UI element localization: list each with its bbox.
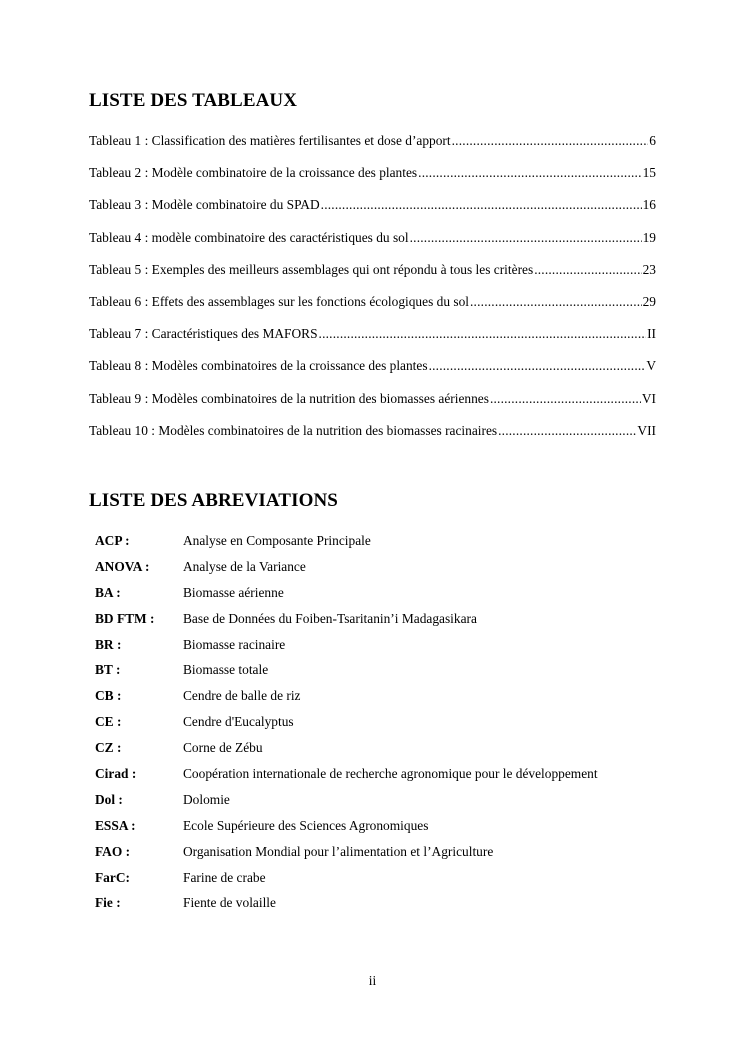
abbreviation-term: Dol : (95, 791, 123, 807)
table-entry-title: Tableau 7 : Caractéristiques des MAFORS (89, 326, 318, 342)
dot-leader (410, 230, 642, 246)
table-entry[interactable] (89, 165, 656, 197)
list-of-tables-heading: LISTE DES TABLEAUX (89, 90, 298, 111)
abbreviation-row (95, 533, 665, 559)
abbreviation-term: CB : (95, 688, 122, 704)
abbreviation-definition: Farine de crabe (183, 869, 266, 885)
table-entry-page: VII (637, 422, 656, 438)
dot-leader (470, 294, 642, 310)
abbreviation-term: Cirad : (95, 766, 137, 782)
table-entry[interactable] (89, 358, 656, 390)
abbreviation-definition: Fiente de volaille (183, 895, 276, 911)
dot-leader (321, 197, 642, 213)
table-entry-title: Tableau 1 : Classification des matières fertilisantes et dose d’apport (89, 133, 451, 148)
table-entry-page: VI (641, 390, 656, 406)
abbreviation-row (95, 740, 665, 766)
abbreviation-row (95, 611, 665, 637)
abbreviation-row (95, 818, 665, 844)
abbreviation-term: CE : (95, 714, 122, 730)
abbreviation-term: BR : (95, 636, 122, 652)
dot-leader (418, 165, 641, 181)
abbreviation-definition: Biomasse aérienne (183, 584, 284, 600)
abbreviation-definition: Analyse de la Variance (183, 558, 306, 574)
dot-leader (534, 262, 641, 278)
abbreviation-definition: Cendre d'Eucalyptus (183, 714, 294, 730)
abbreviation-term: ANOVA : (95, 558, 150, 574)
abbreviation-definition: Ecole Supérieure des Sciences Agronomiques (183, 817, 429, 833)
dot-leader (319, 326, 647, 342)
table-entry-page: V (646, 358, 656, 374)
table-entry-page: 15 (642, 165, 656, 181)
dot-leader (498, 423, 636, 439)
abbreviation-definition: Biomasse racinaire (183, 636, 286, 652)
dot-leader (452, 133, 649, 149)
table-entry[interactable] (89, 262, 656, 294)
abbreviation-row (95, 844, 665, 870)
table-entry[interactable] (89, 230, 656, 262)
table-entry-title: Tableau 5 : Exemples des meilleurs assemblages qui ont répondu à tous les critères (89, 261, 534, 277)
abbreviation-row (95, 870, 665, 896)
table-entry-page: 19 (642, 229, 656, 245)
table-entry-title: Tableau 6 : Effets des assemblages sur les fonctions écologiques du sol (89, 293, 469, 309)
table-entry-page: 16 (642, 197, 656, 213)
abbreviation-row (95, 637, 665, 663)
abbreviation-definition: Biomasse totale (183, 662, 269, 678)
list-of-tables (89, 133, 656, 455)
abbreviation-term: BD FTM : (95, 610, 155, 626)
abbreviation-term: ACP : (95, 533, 130, 548)
table-entry[interactable] (89, 133, 656, 165)
abbreviation-definition: Coopération internationale de recherche agronomique pour le développement (183, 766, 598, 782)
table-entry[interactable] (89, 294, 656, 326)
abbreviation-definition: Cendre de balle de riz (183, 688, 301, 704)
abbreviation-term: ESSA : (95, 817, 136, 833)
table-entry-page: II (647, 326, 656, 342)
abbreviation-definition: Organisation Mondial pour l’alimentation et l’Agriculture (183, 843, 494, 859)
abbreviation-term: FarC: (95, 869, 130, 885)
abbreviation-row (95, 714, 665, 740)
abbreviation-row (95, 766, 665, 792)
abbreviation-definition: Analyse en Composante Principale (183, 533, 371, 548)
abbreviation-row (95, 585, 665, 611)
list-of-abbreviations (95, 533, 665, 921)
table-entry-title: Tableau 4 : modèle combinatoire des caractéristiques du sol (89, 229, 409, 245)
table-entry-title: Tableau 10 : Modèles combinatoires de la nutrition des biomasses racinaires (89, 422, 498, 438)
table-entry-title: Tableau 9 : Modèles combinatoires de la nutrition des biomasses aériennes (89, 390, 489, 406)
abbreviation-definition: Base de Données du Foiben-Tsaritanin’i Madagasikara (183, 610, 477, 626)
table-entry-page: 6 (649, 133, 656, 148)
abbreviation-row (95, 688, 665, 714)
table-entry-title: Tableau 3 : Modèle combinatoire du SPAD (89, 197, 320, 213)
abbreviation-definition: Corne de Zébu (183, 740, 263, 756)
abbreviation-term: FAO : (95, 843, 131, 859)
dot-leader (429, 358, 646, 374)
abbreviation-row (95, 559, 665, 585)
list-of-abbreviations-heading: LISTE DES ABREVIATIONS (89, 490, 338, 511)
dot-leader (490, 391, 641, 407)
abbreviation-row (95, 895, 665, 921)
page-number: ii (368, 973, 377, 988)
abbreviation-term: CZ : (95, 740, 122, 756)
abbreviation-row (95, 792, 665, 818)
table-entry-page: 23 (642, 261, 656, 277)
abbreviation-term: BA : (95, 584, 121, 600)
table-entry[interactable] (89, 326, 656, 358)
table-entry[interactable] (89, 391, 656, 423)
abbreviation-term: Fie : (95, 895, 121, 911)
abbreviation-term: BT : (95, 662, 121, 678)
table-entry-page: 29 (642, 293, 656, 309)
abbreviation-row (95, 662, 665, 688)
table-entry-title: Tableau 2 : Modèle combinatoire de la croissance des plantes (89, 165, 418, 181)
abbreviation-definition: Dolomie (183, 791, 230, 807)
table-entry[interactable] (89, 423, 656, 455)
table-entry[interactable] (89, 197, 656, 229)
table-entry-title: Tableau 8 : Modèles combinatoires de la croissance des plantes (89, 358, 428, 374)
